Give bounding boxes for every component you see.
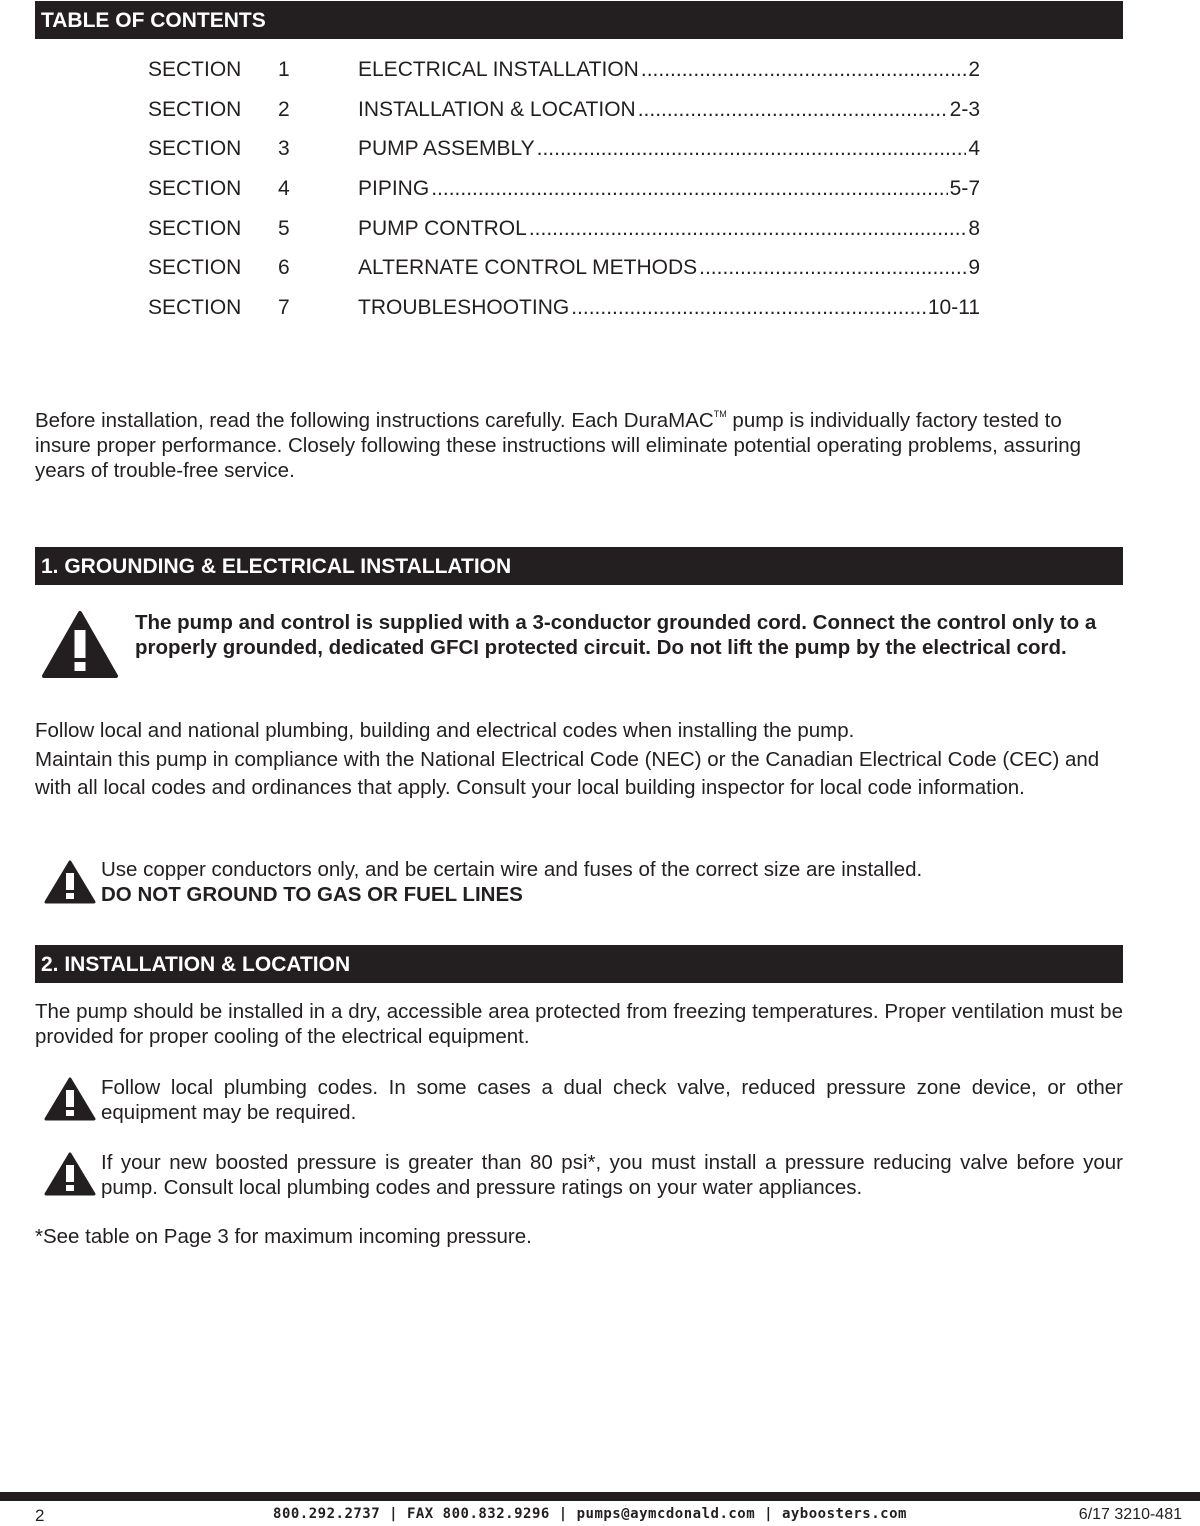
warning-triangle-icon [44, 1077, 96, 1121]
pressure-note: *See table on Page 3 for maximum incoming pressure. [35, 1225, 532, 1248]
toc-entry[interactable]: SECTION 1 ELECTRICAL INSTALLATION ..... 2 [148, 58, 980, 98]
intro-paragraph: Before installation, read the following instructions carefully. Each DuraMAC™ pump is individually factory tested to insure proper performance. Closely following these instructions will eliminate potential operating problems, assuring years of trouble-free service. [35, 409, 1082, 482]
gas-lines-warning: DO NOT GROUND TO GAS OR FUEL LINES [101, 883, 523, 906]
page-number: 2 [35, 1506, 45, 1525]
warning-triangle-icon [44, 1152, 96, 1196]
toc-entry[interactable]: SECTION 4 PIPING ..... 5-7 [148, 177, 980, 217]
codes-paragraph: Follow local and national plumbing, building and electrical codes when installing the pump. [35, 719, 855, 742]
toc-entry[interactable]: SECTION 3 PUMP ASSEMBLY ..... 4 [148, 137, 980, 177]
nec-paragraph: Maintain this pump in compliance with the National Electrical Code (NEC) or the Canadian Electrical Code (CEC) and with all local codes and ordinances that apply. Consult your local building inspector for local code information. [35, 748, 1100, 799]
toc-entry[interactable]: SECTION 6 ALTERNATE CONTROL METHODS ..... 9 [148, 256, 980, 296]
document-code: 6/17 3210-481 [1078, 1506, 1182, 1523]
pressure-warning: If your new boosted pressure is greater than 80 psi*, you must install a pressure reducing valve before your pump. Consult local plumbing codes and pressure ratings on your water appliances. [101, 1151, 1123, 1199]
toc-entry[interactable]: SECTION 2 INSTALLATION & LOCATION ..... 2-3 [148, 98, 980, 138]
warning-triangle-icon [41, 610, 119, 680]
plumbing-codes-warning: Follow local plumbing codes. In some cases a dual check valve, reduced pressure zone device, or other equipment may be required. [101, 1076, 1123, 1124]
section2-heading: 2. INSTALLATION & LOCATION [35, 945, 1123, 983]
footer-contact[interactable]: 800.292.2737 | FAX 800.832.9296 | pumps@aymcdonald.com | ayboosters.com [273, 1506, 907, 1522]
toc-entry[interactable]: SECTION 7 TROUBLESHOOTING ..... 10-11 [148, 296, 980, 336]
section1-heading: 1. GROUNDING & ELECTRICAL INSTALLATION [35, 547, 1123, 585]
copper-warning: Use copper conductors only, and be certain wire and fuses of the correct size are installed. DO NOT GROUND TO GAS OR FUEL LINES [101, 858, 923, 906]
toc-entry[interactable]: SECTION 5 PUMP CONTROL ..... 8 [148, 217, 980, 257]
warning-triangle-icon [44, 860, 96, 904]
grounding-warning: The pump and control is supplied with a 3-conductor grounded cord. Connect the control only to a properly grounded, dedicated GFCI protected circuit. Do not lift the pump by the electrical cord. [135, 611, 1097, 659]
toc-heading: TABLE OF CONTENTS [35, 1, 1123, 39]
location-paragraph: The pump should be installed in a dry, accessible area protected from freezing temperatures. Proper ventilation must be provided for proper cooling of the electrical equipment. [35, 1000, 1123, 1048]
toc-list [148, 58, 980, 336]
footer-rule [0, 1492, 1200, 1501]
trademark-mark: TM [713, 409, 727, 419]
